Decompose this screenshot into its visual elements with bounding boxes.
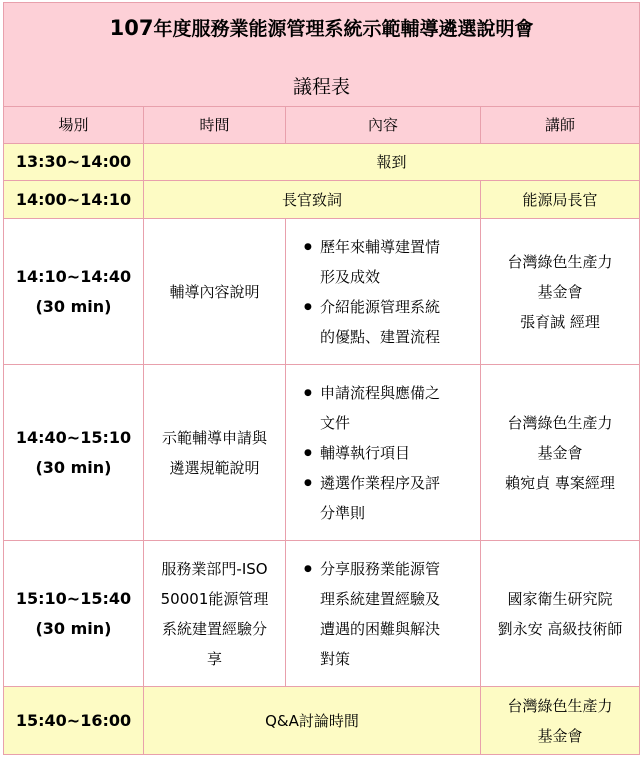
row-speaker: 台灣綠色生產力 基金會 張育誠 經理 (481, 219, 640, 365)
title-cell (4, 3, 640, 107)
page-title: 107年度服務業能源管理系統示範輔導遴選說明會 (109, 16, 534, 40)
table-row (4, 181, 640, 219)
list-item: ● 歷年來輔導建置情 形及成效 (306, 232, 480, 292)
row-time: 13:30~14:00 (4, 144, 144, 181)
row-topic: 輔導內容說明 (144, 219, 286, 365)
row-content (286, 219, 481, 365)
table-row (4, 144, 640, 181)
list-item: ● 遴選作業程序及評 分準則 (306, 468, 480, 528)
row-content (286, 541, 481, 687)
row-time-cell: 15:10~15:40 (30 min) (4, 541, 144, 687)
header-speaker: 講師 (481, 107, 640, 144)
list-item: ● 介紹能源管理系統 的優點、建置流程 (306, 292, 480, 352)
table-row (4, 541, 640, 687)
row-topic: 示範輔導申請與 遴選規範說明 (144, 365, 286, 541)
row-text: 報到 (144, 144, 640, 181)
table-row (4, 219, 640, 365)
row-content (286, 365, 481, 541)
list-item: ● 申請流程與應備之 文件 (306, 378, 480, 438)
row-text: 長官致詞 (144, 181, 481, 219)
header-content: 內容 (286, 107, 481, 144)
row-time-cell: 14:40~15:10 (30 min) (4, 365, 144, 541)
row-speaker: 台灣綠色生產力 基金會 (481, 687, 640, 755)
row-speaker: 能源局長官 (481, 181, 640, 219)
page-subtitle: 議程表 (293, 76, 351, 98)
list-item: ● 輔導執行項目 (306, 438, 480, 468)
list-item: ● 分享服務業能源管 理系統建置經驗及 遭遇的困難與解決 對策 (306, 554, 480, 674)
header-session: 場別 (4, 107, 144, 144)
table-row (4, 365, 640, 541)
agenda-table (3, 2, 640, 755)
row-speaker: 國家衛生研究院 劉永安 高級技術師 (481, 541, 640, 687)
row-topic: 服務業部門-ISO 50001能源管理 系統建置經驗分 享 (144, 541, 286, 687)
table-row (4, 687, 640, 755)
row-speaker: 台灣綠色生產力 基金會 賴宛貞 專案經理 (481, 365, 640, 541)
row-time: 14:00~14:10 (4, 181, 144, 219)
row-time: 15:40~16:00 (4, 687, 144, 755)
row-text: Q&A討論時間 (144, 687, 481, 755)
row-time-cell: 14:10~14:40 (30 min) (4, 219, 144, 365)
header-time: 時間 (144, 107, 286, 144)
